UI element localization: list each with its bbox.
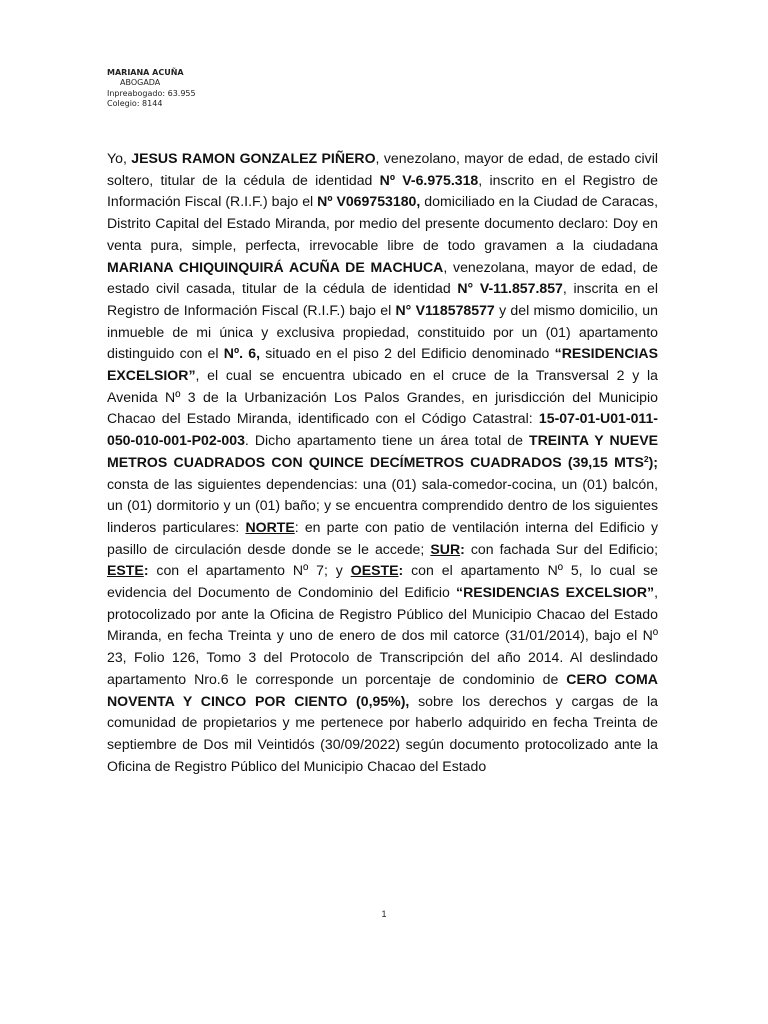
body-segment: 15-07-01-U01-011-050-010-001-P02-003 <box>107 410 658 449</box>
body-segment: SUR <box>430 540 461 557</box>
page-number: 1 <box>381 909 387 919</box>
letterhead-inpreabogado: Inpreabogado: 63.955 <box>107 88 196 98</box>
body-segment: sobre los derechos y cargas de la comunidad de propietarios y me pertenece por haberlo adquirido en fecha Treinta de septiembre de Dos mil Veintidós (30/09/2022) según documento protocolizado ante la Oficina de Registro Público del Municipio Chacao del Estado <box>107 692 659 774</box>
body-segment: ); <box>648 453 658 470</box>
body-segment: Nº V-6.975.318 <box>379 171 479 188</box>
body-segment: consta de las siguientes dependencias: una (01) sala-comedor-cocina, un (01) balcón, un (01) dormitorio y un (01) baño; y se encuentra comprendido dentro de los siguientes linderos particulares: <box>107 475 658 535</box>
body-segment: N° V-11.857.857 <box>457 280 563 297</box>
body-segment: : <box>143 562 149 579</box>
body-segment: NORTE <box>245 518 295 535</box>
body-paragraph <box>107 148 658 777</box>
body-segment: N° V118578577 <box>395 301 495 318</box>
body-segment: con el apartamento Nº 7; y <box>148 562 351 579</box>
letterhead <box>107 68 196 110</box>
body-segment: 2 <box>643 453 649 464</box>
body-segment: “RESIDENCIAS EXCELSIOR” <box>107 345 659 384</box>
body-segment: TREINTA Y NUEVE METROS CUADRADOS CON QUINCE DECÍMETROS CUADRADOS (39,15 MTS <box>107 432 659 470</box>
body-segment: , inscrita en el Registro de Información Fiscal (R.I.F.) bajo el <box>107 280 659 318</box>
body-segment: con el apartamento Nº 5, lo cual se evidencia del Documento de Condominio del Edificio <box>107 562 658 601</box>
body-segment: : <box>398 562 404 579</box>
body-segment: Yo, <box>107 150 132 166</box>
body-segment: MARIANA CHIQUINQUIRÁ ACUÑA DE MACHUCA <box>107 258 444 275</box>
body-segment: . Dicho apartamento tiene un área total de <box>244 432 529 449</box>
body-segment: Nº. 6, <box>223 345 260 362</box>
body-segment: : en parte con patio de ventilación interna del Edificio y pasillo de circulación desde donde se le accede; <box>107 518 658 557</box>
body-segment: ESTE <box>107 562 144 579</box>
body-segment: domiciliado en la Ciudad de Caracas, Distrito Capital del Estado Miranda, por medio del presente documento declaro: Doy en venta pura, simple, perfecta, irrevocable libre de todo gravamen a la ciudadana <box>107 193 658 253</box>
body-segment: OESTE <box>350 562 399 579</box>
body-segment: con fachada Sur del Edificio; <box>464 540 658 557</box>
body-segment: , venezolano, mayor de edad, de estado civil soltero, titular de la cédula de identidad <box>107 150 658 188</box>
letterhead-name: MARIANA ACUÑA <box>107 68 184 77</box>
body-segment: , inscrito en el Registro de Información Fiscal (R.I.F.) bajo el <box>107 171 658 210</box>
body-segment: , protocolizado por ante la Oficina de Registro Público del Municipio Chacao del Estado Miranda, en fecha Treinta y uno de enero de dos mil catorce (31/01/2014), bajo el Nº 23, Folio 126, Tomo 3 del Protocolo de Transcripción del año 2014. Al deslindado apartamento Nro.6 le corresponde un porcentaje de condominio de <box>107 584 659 687</box>
body-segment: , el cual se encuentra ubicado en el cruce de la Transversal 2 y la Avenida Nº 3 de la Urbanización Los Palos Grandes, en jurisdicción del Municipio Chacao del Estado Miranda, identificado con el Código Catastral: <box>107 367 658 427</box>
body-segment: y del mismo domicilio, un inmueble de mi única y exclusiva propiedad, constituido por un (01) apartamento distinguido con el <box>107 301 658 362</box>
body-segment: : <box>460 540 465 557</box>
body-segment: , venezolana, mayor de edad, de estado civil casada, titular de la cédula de identidad <box>107 258 658 297</box>
body-segment: situado en el piso 2 del Edificio denominado <box>260 345 555 362</box>
body-segment: JESUS RAMON GONZALEZ PIÑERO <box>131 150 376 166</box>
body-segment: Nº V069753180, <box>317 193 421 210</box>
letterhead-role: ABOGADA <box>120 78 161 88</box>
document-body <box>107 148 658 777</box>
body-segment: “RESIDENCIAS EXCELSIOR” <box>456 584 655 601</box>
letterhead-colegio: Colegio: 8144 <box>107 99 163 109</box>
body-segment: CERO COMA NOVENTA Y CINCO POR CIENTO (0,95%), <box>107 670 658 709</box>
